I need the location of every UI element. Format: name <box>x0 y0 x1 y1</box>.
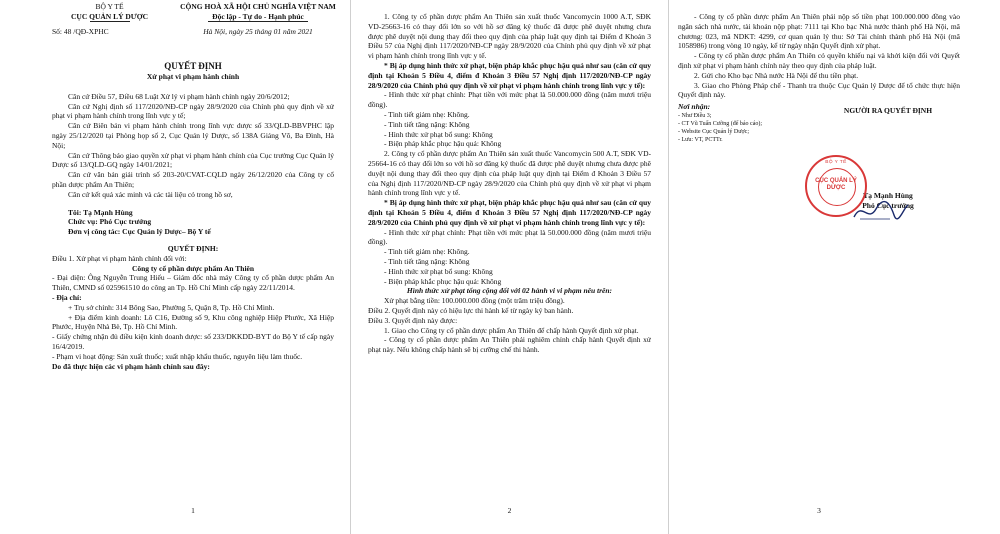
violation-1-detail: - Biện pháp khắc phục hậu quả: Không <box>384 139 502 149</box>
stamp-center-text: CỤC QUẢN LÝ DƯỢC <box>815 178 857 191</box>
national-header <box>168 2 348 37</box>
sanction-text: * Bị áp dụng hình thức xử phạt, biện pháp khắc phục hậu quả như sau (căn cứ quy định tại Khoản 5 Điều 4, điểm đ Khoản 3 Điều 57 Nghị định 117/2020/NĐ-CP ngày 28/9/2020 của Chính phủ quy định về xử phạt vi phạm hành chính trong lĩnh vực y tế): <box>368 198 651 227</box>
document-page-1 <box>52 0 334 534</box>
recipients <box>678 102 808 144</box>
recipient-item: - CT Vũ Tuấn Cường (để báo cáo); <box>678 120 763 127</box>
basis-item: Căn cứ Nghị định số 117/2020/NĐ-CP ngày 28/9/2020 của Chính phủ quy định về xử phạt vi phạm hành chính trong lĩnh vực y tế; <box>52 101 334 121</box>
violation-2-detail: - Tình tiết giảm nhẹ: Không. <box>384 247 470 257</box>
total-penalty: Xử phạt bằng tiền: 100.000.000 đồng (một trăm triệu đồng). <box>384 296 565 306</box>
basis-item: Căn cứ kết quả xác minh và các tài liệu có trong hồ sơ, <box>68 189 233 199</box>
signer-line: Tôi: Tạ Mạnh Hùng <box>68 207 133 217</box>
signer-name: Tạ Mạnh Hùng <box>863 191 913 201</box>
signer-role: Phó Cục trưởng <box>862 201 914 211</box>
department-name: CỤC QUẢN LÝ DƯỢC <box>70 11 148 21</box>
position-line: Chức vụ: Phó Cục trưởng <box>68 217 152 227</box>
basis-list <box>52 92 334 200</box>
business-certificate: - Giấy chứng nhận đủ điều kiện kinh doanh dược: số 233/DKKDD-BYT do Bộ Y tế cấp ngày 16/4/2019. <box>52 332 334 351</box>
national-motto: Độc lập - Tự do - Hạnh phúc <box>212 11 304 21</box>
ministry-name: BỘ Y TẾ <box>95 2 124 11</box>
violation-2-detail: - Biện pháp khắc phục hậu quả: Không <box>384 276 502 286</box>
sanction-text: * Bị áp dụng hình thức xử phạt, biện pháp khắc phục hậu quả như sau (căn cứ quy định tại Khoản 5 Điều 4, điểm đ Khoản 3 Điều 57 Nghị định 117/2020/NĐ-CP ngày 28/9/2020 của Chính phủ quy định về xử phạt vi phạm hành chính trong lĩnh vực y tế): <box>368 60 651 90</box>
violations-lead: Do đã thực hiện các vi phạm hành chính sau đây: <box>52 361 210 371</box>
decide-heading: QUYẾT ĐỊNH: <box>167 243 219 253</box>
delivery-item: - Công ty cổ phần dược phẩm An Thiên phải nghiêm chỉnh chấp hành Quyết định xử phạt này. Nếu không chấp hành sẽ bị cưỡng chế thi hành. <box>368 335 651 355</box>
violation-2-detail: - Hình thức xử phạt bổ sung: Không <box>384 266 493 276</box>
representative: - Đại diện: Ông Nguyễn Trung Hiếu – Giám đốc nhà máy Công ty cổ phần dược phẩm An Thiên, CMND số 025961510 do công an Tp. Hồ Chí Minh cấp ngày 22/11/2014. <box>52 273 334 293</box>
recipient-item: - Như Điều 3; <box>678 112 712 119</box>
basis-item: Căn cứ Điều 57, Điều 68 Luật Xử lý vi phạm hành chính ngày 20/6/2012; <box>68 91 290 101</box>
handwritten-signature <box>850 197 910 225</box>
delivery-item: 1. Giao cho Công ty cổ phần dược phẩm An Thiên để chấp hành Quyết định xử phạt. <box>384 325 639 335</box>
appeal-right: - Công ty cổ phần dược phẩm An Thiên có quyền khiếu nại và khởi kiện đối với Quyết định xử phạt vi phạm hành chính này theo quy định của pháp luật. <box>678 51 960 70</box>
company-name: Công ty cổ phần dược phẩm An Thiên <box>131 263 255 273</box>
issuer-block <box>52 2 167 37</box>
recipients-title: Nơi nhận: <box>678 102 711 112</box>
unit-line: Đơn vị công tác: Cục Quản lý Dược– Bộ Y tế <box>68 227 211 237</box>
violation-2-sanction <box>368 198 651 227</box>
delivery-item: 2. Gửi cho Kho bạc Nhà nước Hà Nội để thu tiền phạt. <box>694 70 859 80</box>
basis-item: Căn cứ văn bản giải trình số 203-20/CVAT-CQLD ngày 26/12/2020 của Công ty cổ phần dược phẩm An Thiên; <box>52 170 334 189</box>
document-number: Số: 48 /QĐ-XPHC <box>52 27 109 37</box>
article-3: Điều 3. Quyết định này được: <box>368 315 458 325</box>
violation-1: 1. Công ty cổ phần dược phẩm An Thiên sản xuất thuốc Vancomycin 1000 A.T, SĐK VD-25663-16 có thay đổi lớn so với hồ sơ đăng ký thuốc đã được phê duyệt nhưng chưa được phê duyệt nội dung thay đổi theo quy định của pháp luật quy định tại Điểm đ Khoản 3 Điều 57 của Nghị định 117/2020/NĐ-CP ngày 28/9/2020 của Chính phủ quy định về xử phạt vi phạm hành chính trong lĩnh vực y tế. <box>368 12 651 61</box>
issue-date: Hà Nội, ngày 25 tháng 01 năm 2021 <box>203 27 313 37</box>
article-2: Điều 2. Quyết định này có hiệu lực thi hành kể từ ngày ký ban hành. <box>368 305 574 315</box>
recipient-item: - Lưu: VT, PCTTr. <box>678 136 723 143</box>
delivery-item: 3. Giao cho Phòng Pháp chế - Thanh tra thuộc Cục Quản lý Dược để tổ chức thực hiện Quyết định này. <box>678 80 960 100</box>
recipient-item: - Website Cục Quản lý Dược; <box>678 128 749 135</box>
republic-name: CỘNG HOÀ XÃ HỘI CHỦ NGHĨA VIỆT NAM <box>180 2 336 11</box>
business-site: + Địa điểm kinh doanh: Lô C16, Đường số 9, Khu công nghiệp Hiệp Phước, Xã Hiệp Phước, Huyện Nhà Bè, Tp. Hồ Chí Minh. <box>52 312 334 332</box>
payment-instruction: - Công ty cổ phần dược phẩm An Thiên phải nộp số tiền phạt 100.000.000 đồng vào ngân sách nhà nước, tài khoản nộp phạt: 7111 tại Kho bạc Nhà nước thành phố Hà Nội, mã chương: 023, mã NDKT: 4299, cơ quan quản lý thu: Sở Tài chính thành phố Hà Nội (mã 1058986) trong vòng 10 ngày, kể từ ngày nhận Quyết định xử phạt. <box>678 12 960 51</box>
business-scope: - Phạm vi hoạt động: Sản xuất thuốc; xuất nhập khẩu thuốc, nguyên liệu làm thuốc. <box>52 351 303 361</box>
violation-2-detail: - Tình tiết tăng nặng: Không <box>384 256 470 266</box>
page-number: 2 <box>507 506 512 516</box>
basis-item: Căn cứ Biên bản vi phạm hành chính trong lĩnh vực dược số 33/QLD-BBVPHC lập ngày 25/12/2020 tại Phòng họp số 2, Cục Quản lý Dược, số 138A Giảng Võ, Ba Đình, Hà Nội; <box>52 121 334 150</box>
signer-title: NGƯỜI RA QUYẾT ĐỊNH <box>843 106 933 116</box>
page-number: 3 <box>817 506 821 516</box>
address-label: - Địa chỉ: <box>52 292 82 302</box>
total-penalty-heading: Hình thức xử phạt tổng cộng đối với 02 hành vi vi phạm nêu trên: <box>406 286 613 296</box>
violation-1-main-penalty: - Hình thức xử phạt chính: Phạt tiền với mức phạt là 50.000.000 đồng (năm mươi triệu đồng). <box>368 90 651 110</box>
head-office: + Trụ sở chính: 314 Bông Sao, Phường 5, Quận 8, Tp. Hồ Chí Minh. <box>68 302 275 312</box>
violation-1-sanction <box>368 61 651 90</box>
page-number: 1 <box>191 506 195 516</box>
decision-title: QUYẾT ĐỊNH <box>164 61 222 71</box>
basis-item: Căn cứ Thông báo giao quyền xử phạt vi phạm hành chính của Cục trưởng Cục Quản lý Dược số 13/QLD-GQ ngày 14/01/2021; <box>52 150 334 170</box>
violation-2: 2. Công ty cổ phần dược phẩm An Thiên sản xuất thuốc Vancomycin 500 A.T, SĐK VD-25664-16 có thay đổi lớn so với hồ sơ đăng ký thuốc đã được phê duyệt nhưng chưa được phê duyệt nội dung thay đổi theo quy định của pháp luật quy định tại Điểm đ Khoản 3 Điều 57 của Nghị định 117/2020/NĐ-CP ngày 28/9/2020 của Chính phủ quy định về xử phạt vi phạm hành chính trong lĩnh vực y tế. <box>368 149 651 198</box>
violation-2-main-penalty: - Hình thức xử phạt chính: Phạt tiền với mức phạt là 50.000.000 đồng (năm mươi triệu đồng). <box>368 227 651 247</box>
document-page-2 <box>368 0 651 534</box>
document-page-3 <box>678 0 960 534</box>
article-1: Điều 1. Xử phạt vi phạm hành chính đối với: <box>52 253 187 263</box>
decision-subtitle: Xử phạt vi phạm hành chính <box>146 72 240 81</box>
violation-1-detail: - Tình tiết giảm nhẹ: Không. <box>384 109 470 119</box>
stamp-ring-text: BỘ Y TẾ <box>825 160 847 165</box>
violation-1-detail: - Tình tiết tăng nặng: Không <box>384 119 470 129</box>
violation-1-detail: - Hình thức xử phạt bổ sung: Không <box>384 129 493 139</box>
